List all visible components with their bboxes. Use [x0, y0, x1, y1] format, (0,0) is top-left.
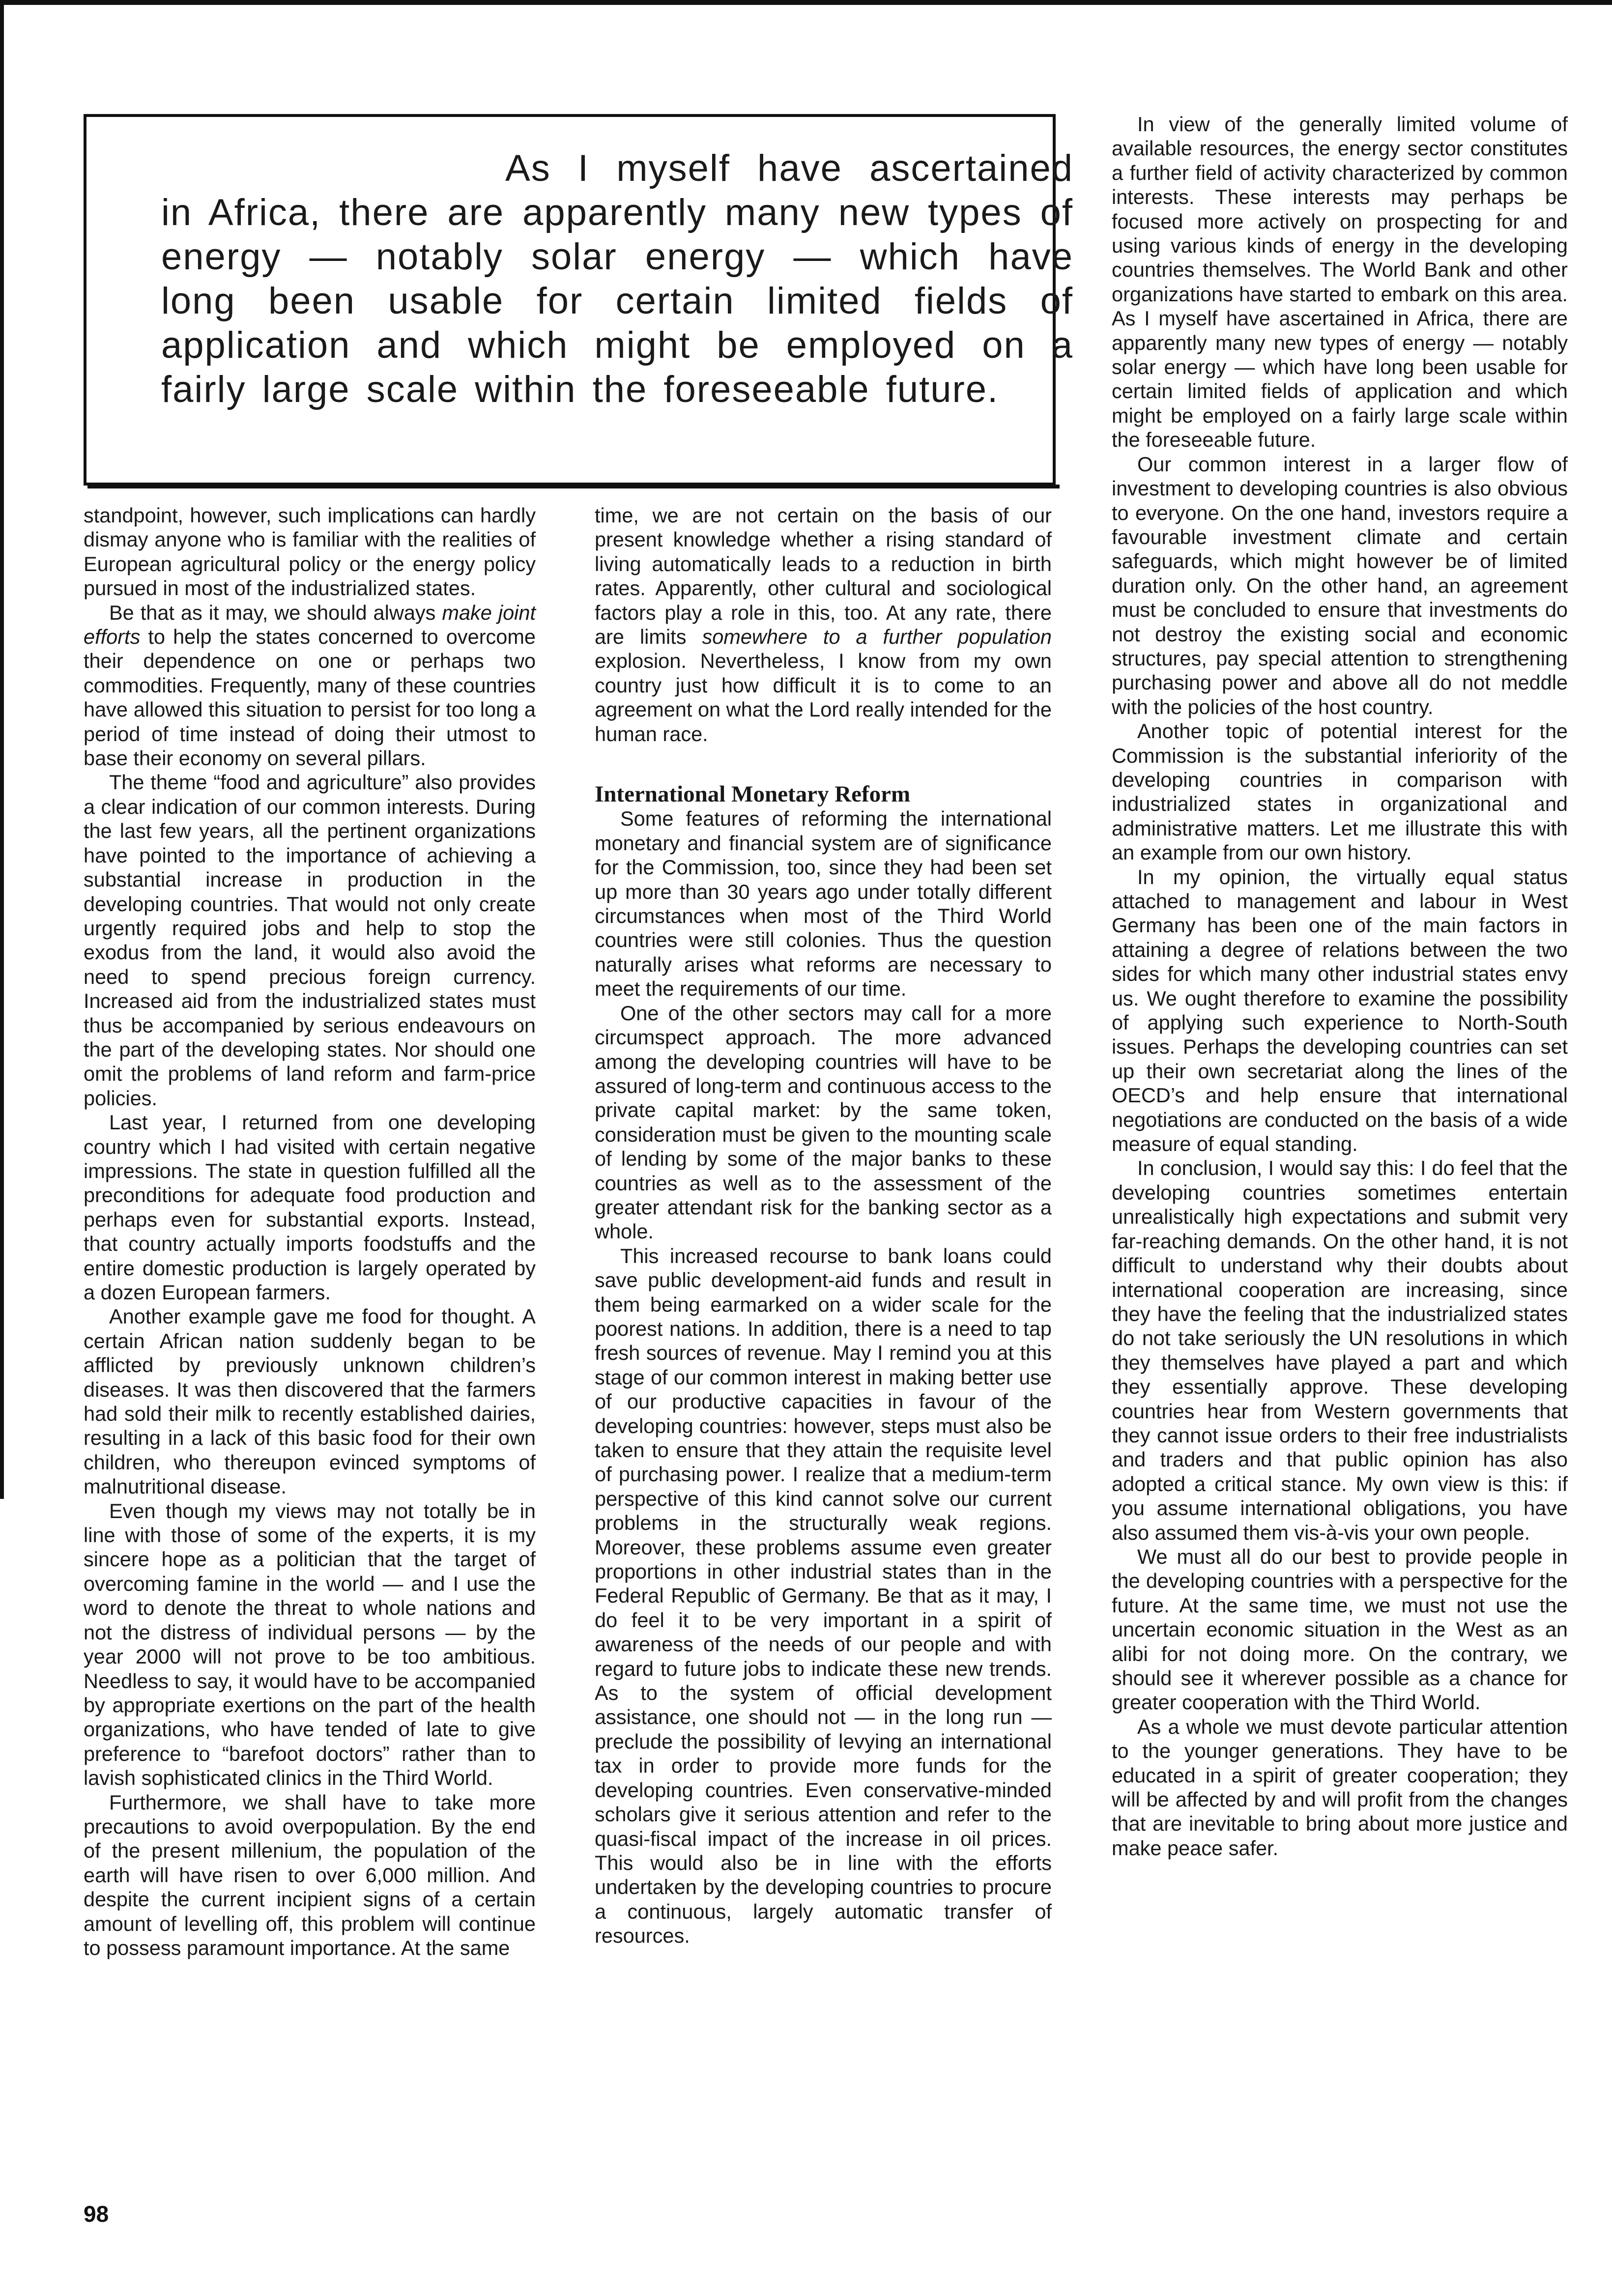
paragraph: Last year, I returned from one developing country which I had visited with certain negative impressions. The state in question fulfilled all the preconditions for adequate food production and perhaps even for substantial exports. Instead, that country actually imports foodstuffs and the entire domestic production is largely operated by a dozen European farmers.	[84, 1111, 536, 1304]
paragraph: We must all do our best to provide people in the developing countries with a perspective for the future. At the same time, we must not use the uncertain economic situation in the West as an alibi for not doing more. On the contrary, we should see it wherever possible as a chance for greater cooperation with the Third World.	[1112, 1545, 1568, 1714]
paragraph: This increased recourse to bank loans could save public development-aid funds and result in them being earmarked on a wider scale for the poorest nations. In addition, there is a need to tap fresh sources of revenue. May I remind you at this stage of our common interest in making better use of our productive capacities in favour of the developing countries: however, steps must also be taken to ensure that they attain the requisite level of purchasing power. I realize that a medium-term perspective of this kind cannot solve our current problems in the structurally weak regions. Moreover, these problems assume even greater proportions in other industrial states than in the Federal Republic of Germany. Be that as it may, I do feel it to be very important in a spirit of awareness of the needs of our people and with regard to future jobs to indicate these new trends. As to the system of official development assistance, one should not — in the long run — preclude the possibility of levying an international tax in order to provide more funds for the developing countries. Even conservative-minded scholars give it serious attention and refer to the quasi-fiscal impact of the increase in oil prices. This would also be in line with the efforts undertaken by the developing countries to procure a continuous, largely automatic transfer of resources.	[595, 1244, 1052, 1948]
paragraph: Be that as it may, we should always make joint efforts to help the states concerned to overcome their dependence on one or perhaps two commodities. Frequently, many of these countries have allowed this situation to persist for too long a period of time instead of doing their utmost to base their economy on several pillars.	[84, 601, 536, 770]
paragraph: Another example gave me food for thought. A certain African nation suddenly began to be afflicted by previously unknown children’s diseases. It was then discovered that the farmers had sold their milk to recently established dairies, resulting in a lack of this basic food for their own children, who thereupon evinced symptoms of malnutritional disease.	[84, 1305, 536, 1498]
emphasis-text: make joint efforts	[84, 601, 536, 649]
paragraph: As a whole we must devote particular attention to the younger generations. They have to be educated in a spirit of greater cooperation; they will be affected by and will profit from the changes that are inevitable to bring about more justice and make peace safer.	[1112, 1715, 1568, 1860]
left-border-rule	[0, 0, 4, 1499]
article-column-3	[1112, 112, 1568, 1860]
paragraph: The theme “food and agriculture” also provides a clear indication of our common interests. During the last few years, all the pertinent organizations have pointed to the importance of achieving a substantial increase in production in the developing countries. That would not only create urgently required jobs and help to stop the exodus from the land, it would also avoid the need to spend precious foreign currency. Increased aid from the industrialized states must thus be accompanied by serious endeavours on the part of the developing states. Nor should one omit the problems of land reform and farm-price policies.	[84, 771, 536, 1110]
page-number: 98	[84, 2201, 109, 2227]
paragraph: In view of the generally limited volume of available resources, the energy sector constitutes a further field of activity characterized by common interests. These interests may perhaps be focused more actively on prospecting for and using various kinds of energy in the developing countries themselves. The World Bank and other organizations have started to embark on this area. As I myself have ascertained in Africa, there are apparently many new types of energy — notably solar energy — which have long been usable for certain limited fields of application and which might be employed on a fairly large scale within the foreseeable future.	[1112, 113, 1568, 452]
paragraph: time, we are not certain on the basis of our present knowledge whether a rising standard of living automatically leads to a reduction in birth rates. Apparently, other cultural and sociological factors play a role in this, too. At any rate, there are limits somewhere to a further population explosion. Nevertheless, I know from my own country just how difficult it is to come to an agreement on what the Lord really intended for the human race.	[595, 504, 1052, 746]
paragraph: standpoint, however, such implications can hardly dismay anyone who is familiar with the realities of European agricultural policy or the energy policy pursued in most of the industrialized states.	[84, 504, 536, 600]
paragraph: Another topic of potential interest for the Commission is the substantial inferiority of the developing countries in comparison with industrialized states in organizational and administrative matters. Let me illustrate this with an example from our own history.	[1112, 719, 1568, 864]
section-heading: International Monetary Reform	[595, 781, 911, 807]
emphasis-text: somewhere to a further population	[702, 625, 1052, 649]
paragraph: Even though my views may not totally be in line with those of some of the experts, it is my sincere hope as a politician that the target of overcoming famine in the world — and I use the word to denote the threat to whole nations and not the distress of individual persons — by the year 2000 will not prove to be too ambitious. Needless to say, it would have to be accompanied by appropriate exertions on the part of the health organizations, who have tended of late to give preference to “barefoot doctors” rather than to lavish sophisticated clinics in the Third World.	[84, 1499, 536, 1790]
article-column-2	[595, 503, 1052, 1948]
paragraph: Our common interest in a larger flow of investment to developing countries is also obvious to everyone. On the one hand, investors require a favourable investment climate and certain safeguards, which might however be of limited duration only. On the other hand, an agreement must be concluded to ensure that investments do not destroy the existing social and economic structures, pay special attention to strengthening purchasing power and above all do not meddle with the policies of the host country.	[1112, 452, 1568, 718]
top-border-rule	[0, 0, 1612, 5]
paragraph: One of the other sectors may call for a more circumspect approach. The more advanced among the developing countries will have to be assured of long-term and continuous access to the private capital market: by the same token, consideration must be given to the mounting scale of lending by some of the major banks to these countries as well as to the assessment of the greater attendant risk for the banking sector as a whole.	[595, 1001, 1052, 1243]
paragraph: Some features of reforming the international monetary and financial system are of significance for the Commission, too, since they had been set up more than 30 years ago under totally different circumstances when most of the Third World countries were still colonies. Thus the question naturally arises what reforms are necessary to meet the requirements of our time.	[595, 807, 1052, 1001]
section-spacer	[595, 746, 1052, 782]
paragraph: In my opinion, the virtually equal status attached to management and labour in West Germany has been one of the main factors in attaining a degree of relations between the two sides for which many other industrial states envy us. We ought therefore to examine the possibility of applying such experience to North-South issues. Perhaps the developing countries can set up their own secretariat along the lines of the OECD’s and help ensure that international negotiations are conducted on the basis of a wide measure of equal standing.	[1112, 865, 1568, 1156]
paragraph: In conclusion, I would say this: I do feel that the developing countries sometimes entertain unrealistically high expectations and submit very far-reaching demands. On the other hand, it is not difficult to understand why their doubts about international cooperation are increasing, since they have the feeling that the industrialized states do not take seriously the UN resolutions in which they themselves have played a part and which they essentially approve. These developing countries hear from Western governments that they cannot issue orders to their free industrialists and traders and that public opinion has also adopted a critical stance. My own view is this: if you assume international obligations, you have also assumed them vis-à-vis your own people.	[1112, 1156, 1568, 1544]
paragraph: Furthermore, we shall have to take more precautions to avoid overpopulation. By the end of the present millenium, the population of the earth will have risen to over 6,000 million. And despite the current incipient signs of a certain amount of levelling off, this problem will continue to possess paramount importance. At the same	[84, 1790, 536, 1959]
pull-quote-text: As I myself have ascertained in Africa, there are apparently many new types of energy — notably solar energy — which have long been usable for certain limited fields of application and which might be employed on a fairly large scale within the foreseeable future.	[161, 147, 1073, 410]
pull-quote-box	[84, 114, 1073, 486]
article-column-1	[84, 503, 536, 1960]
